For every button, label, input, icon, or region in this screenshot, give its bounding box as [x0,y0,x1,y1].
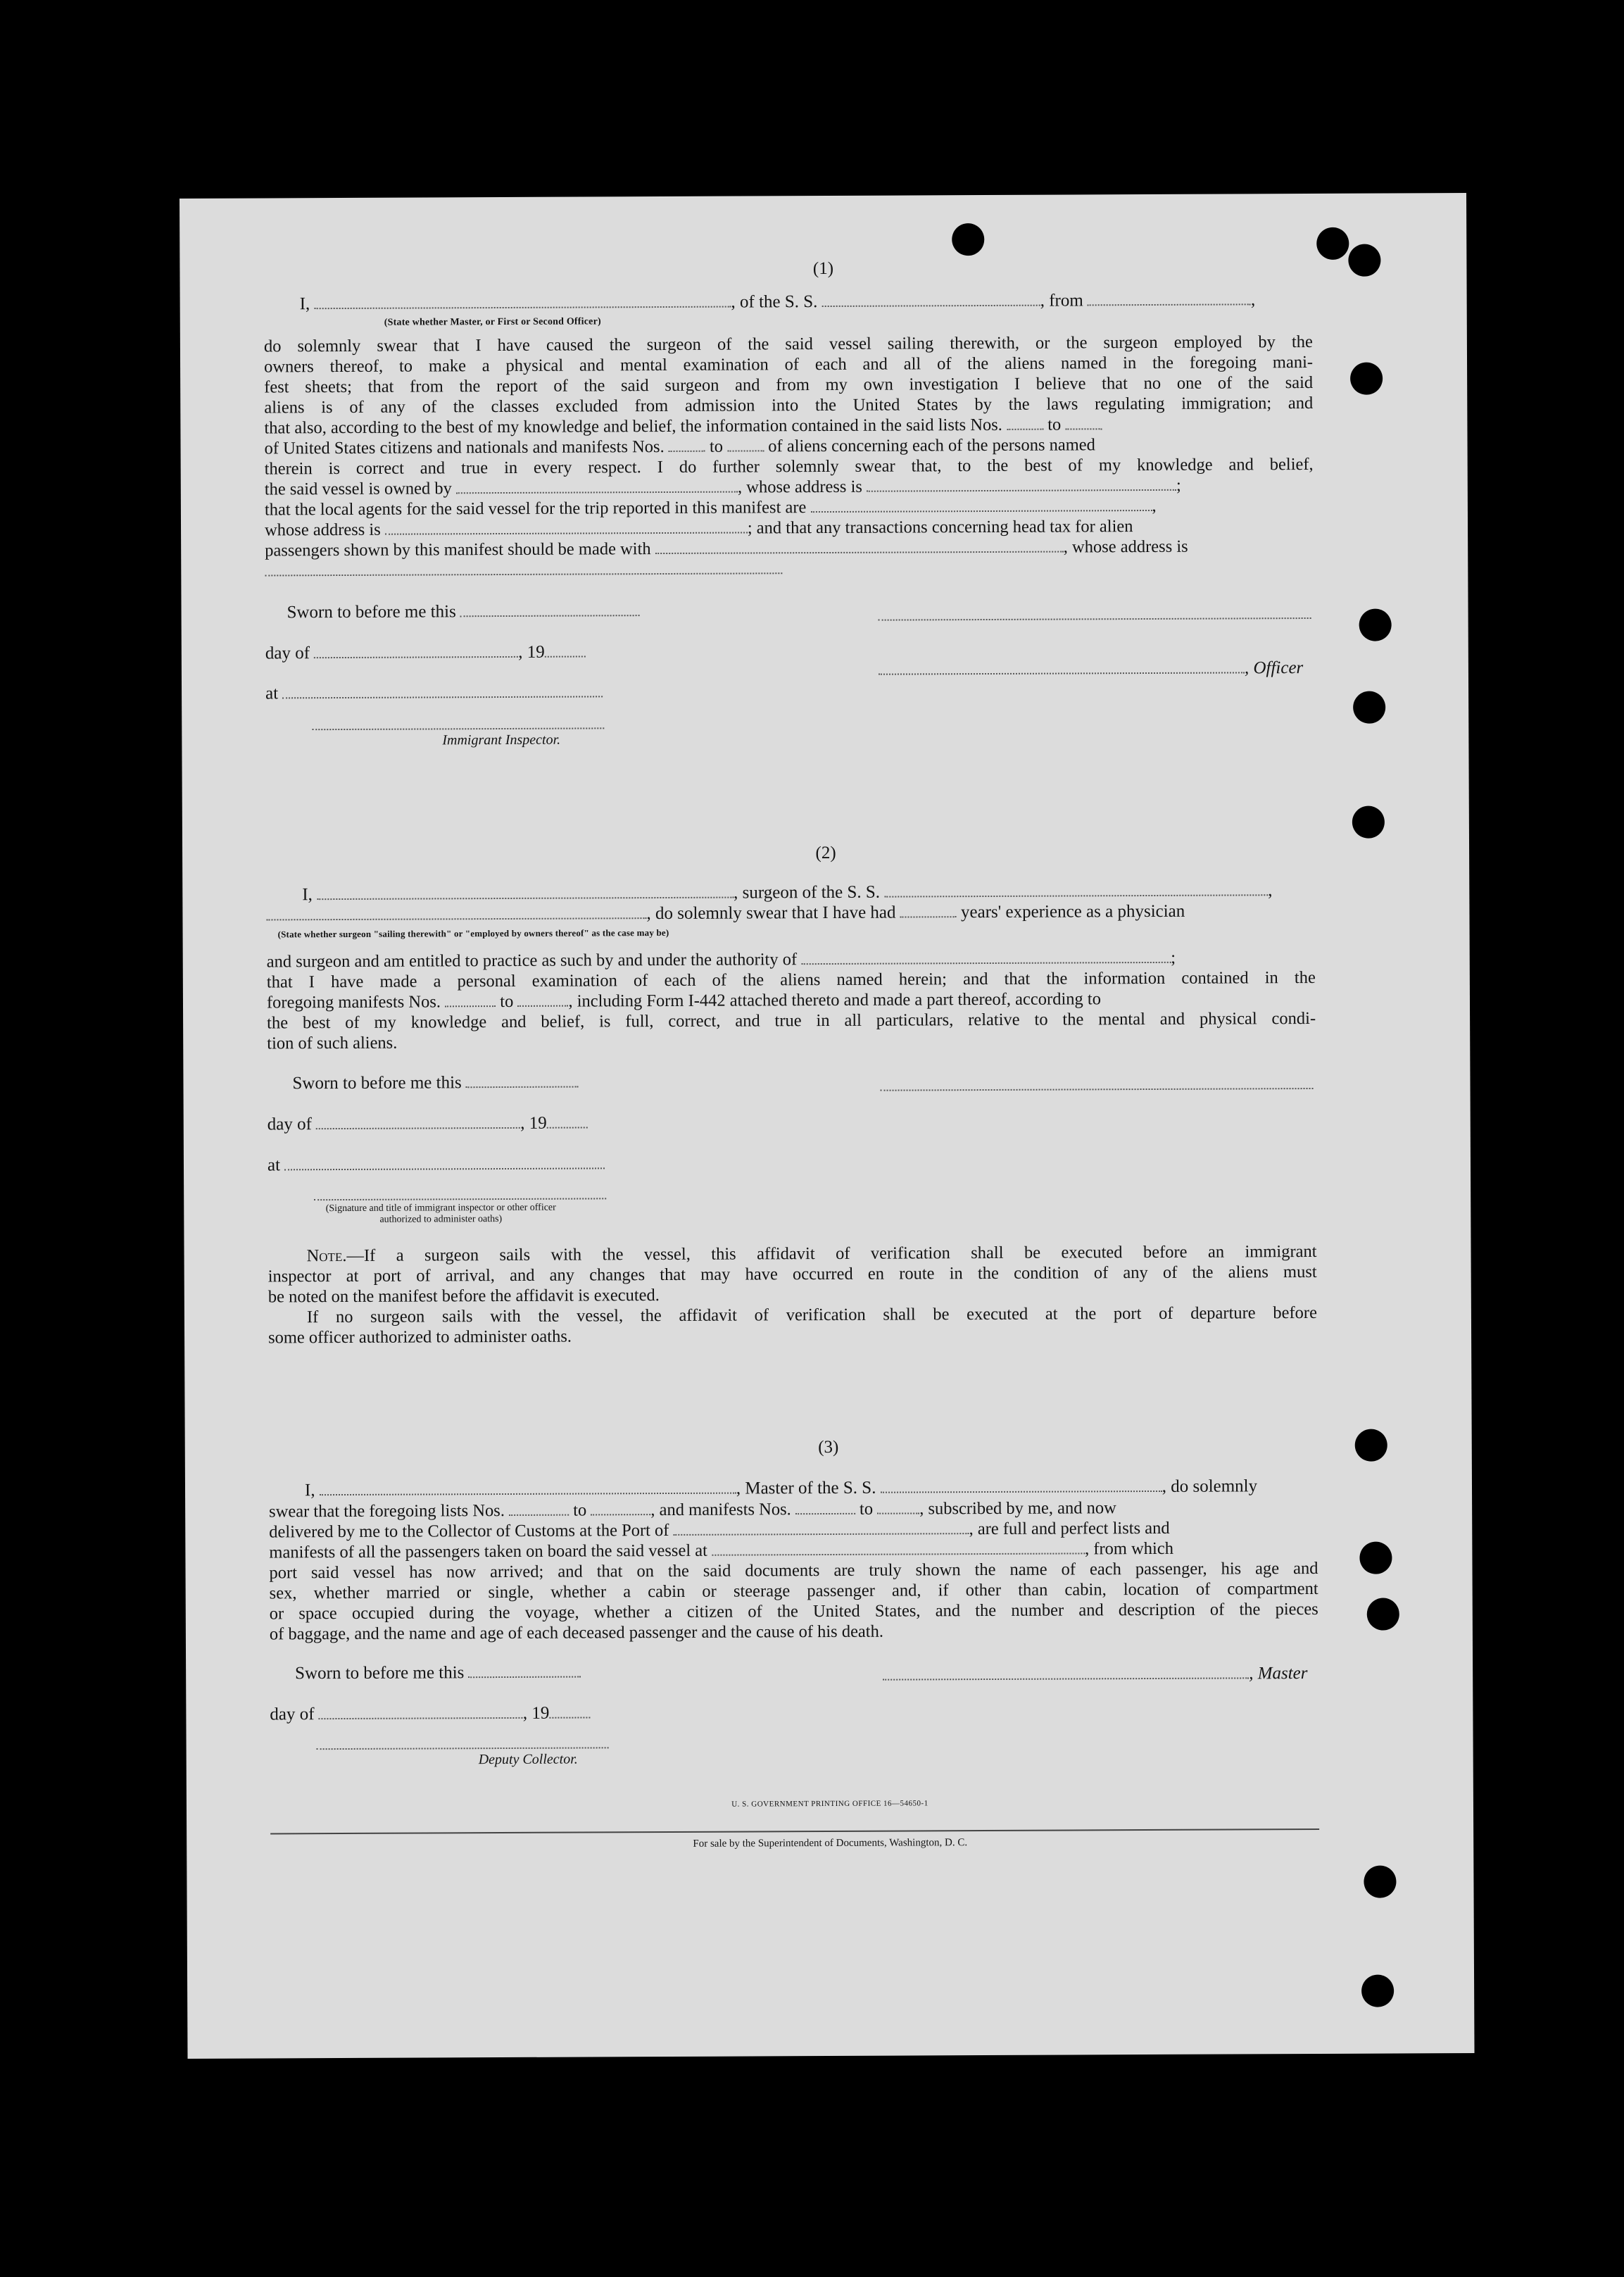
oath-1-paragraph: do solemnly swear that I have caused the surgeon of the said vessel sailing therewith, or the surgeon employed by the owners thereof, to make a physical and mental examination of each and all of the aliens named in the foregoing mani- fest sheets; that from the report of the said surgeon and from my own investigation I believe that no one of the said aliens is of any of the classes excluded from admission into the United States by the laws regulating immigration; and that also, according to the best of my knowledge and belief, the information contained in the said lists Nos. to of United States citizens and nationals and manifests Nos. to of aliens concerning each of the persons named therein is correct and true in every respect. I do further solemnly swear that, to the best of my knowledge and belief, the said vessel is owned by , whose address is ; that the local agents for the said vessel for the trip reported in this manifest are , whose address is ; and that any transactions concerning head tax for alien passengers shown by this manifest should be made with , whose address is [263,332,1314,560]
deputy-collector-label: Deputy Collector. [478,1751,578,1768]
sworn-line-3: Sworn to before me this [295,1663,581,1684]
inspector-signature-line-2 [314,1196,606,1200]
punch-hole [1359,608,1392,641]
punch-hole [1353,691,1385,724]
oath-2-second-line: , do solemnly swear that I have had years' experience as a physician [266,902,1185,926]
footer-rule [270,1828,1319,1835]
immigrant-inspector-label: Immigrant Inspector. [442,732,561,748]
printing-office-line: U. S. GOVERNMENT PRINTING OFFICE 16—54650-1 [731,1799,929,1809]
punch-hole [1367,1598,1399,1630]
sale-notice: For sale by the Superintendent of Documents, Washington, D. C. [693,1837,968,1850]
section-2-number: (2) [815,843,836,863]
oath-2-first-line: I, , surgeon of the S. S. , [302,881,1273,905]
note-paragraph: Note.—If a surgeon sails with the vessel, this affidavit of verification shall be executed before an immigrant inspector at port of arrival, and any changes that may have occurred en route in the condition of any of the aliens must be noted on the manifest before the affidavit is executed. If no surgeon sails with the vessel, the affidavit of verification shall be executed at the port of departure before some officer authorized to administer oaths. [267,1241,1317,1348]
master-caption: (State whether Master, or First or Second Officer) [384,316,601,328]
sworn-line-2: Sworn to before me this [292,1073,579,1094]
oath-3-first-line: I, , Master of the S. S. , do solemnly [304,1476,1258,1500]
collector-signature-line [317,1745,609,1750]
punch-hole [1350,363,1383,395]
punch-hole [1316,227,1349,260]
at-line-1: at [265,682,603,703]
officer-signature-line [879,616,1311,621]
master-signature-line: , Master [883,1664,1307,1686]
oath-1-first-line: I, , of the S. S. , from , [299,290,1256,314]
inspector-signature-line [312,726,604,730]
surgeon-signature-line [881,1086,1314,1091]
officer-title: , Officer [879,658,1303,680]
sworn-line-1: Sworn to before me this [287,601,641,622]
punch-hole [1359,1542,1392,1574]
at-line-2: at [267,1154,605,1175]
punch-hole [1352,806,1385,839]
signature-title-caption: (Signature and title of immigrant inspector or other officer authorized to administer oaths) [325,1202,556,1225]
section-3-number: (3) [818,1437,839,1457]
address-continuation-line [265,571,782,576]
surgeon-caption: (State whether surgeon "sailing therewith" or "employed by owners thereof" as the case may be) [277,927,669,940]
oath-2-paragraph: and surgeon and am entitled to practice as such by and under the authority of ; that I have made a personal examination of each of the aliens named herein; and that the information contained in the foregoing manifests Nos. to , including Form I-442 attached thereto and made a part thereof, according to the best of my knowledge and belief, is full, correct, and true in all particulars, relative to the mental and physical condi- tion of such aliens. [266,948,1316,1053]
punch-hole [952,223,984,256]
section-1-number: (1) [812,258,834,279]
punch-hole [1361,1974,1394,2007]
oath-3-paragraph: swear that the foregoing lists Nos. to , and manifests Nos. to , subscribed by me, and now delivered by me to the Collector of Customs at the Port of , are full and perfect lists and manifests of all the passengers taken on board the said vessel at , from which port said vessel has now arrived; and that on the said documents are truly shown the name of each passenger, his age and sex, whether married or single, whether a cabin or steerage passenger and, if other than cabin, location of compartment or space occupied during the voyage, whether a citizen of the United States, and the number and description of the pieces of baggage, and the name and age of each deceased passenger and the cause of his death. [269,1498,1318,1644]
day-of-line-2: day of , 19 [267,1113,588,1134]
punch-hole [1364,1865,1396,1898]
day-of-line-1: day of , 19 [265,642,586,663]
manifest-form-page [180,193,1475,2059]
day-of-line-3: day of , 19 [270,1703,590,1724]
